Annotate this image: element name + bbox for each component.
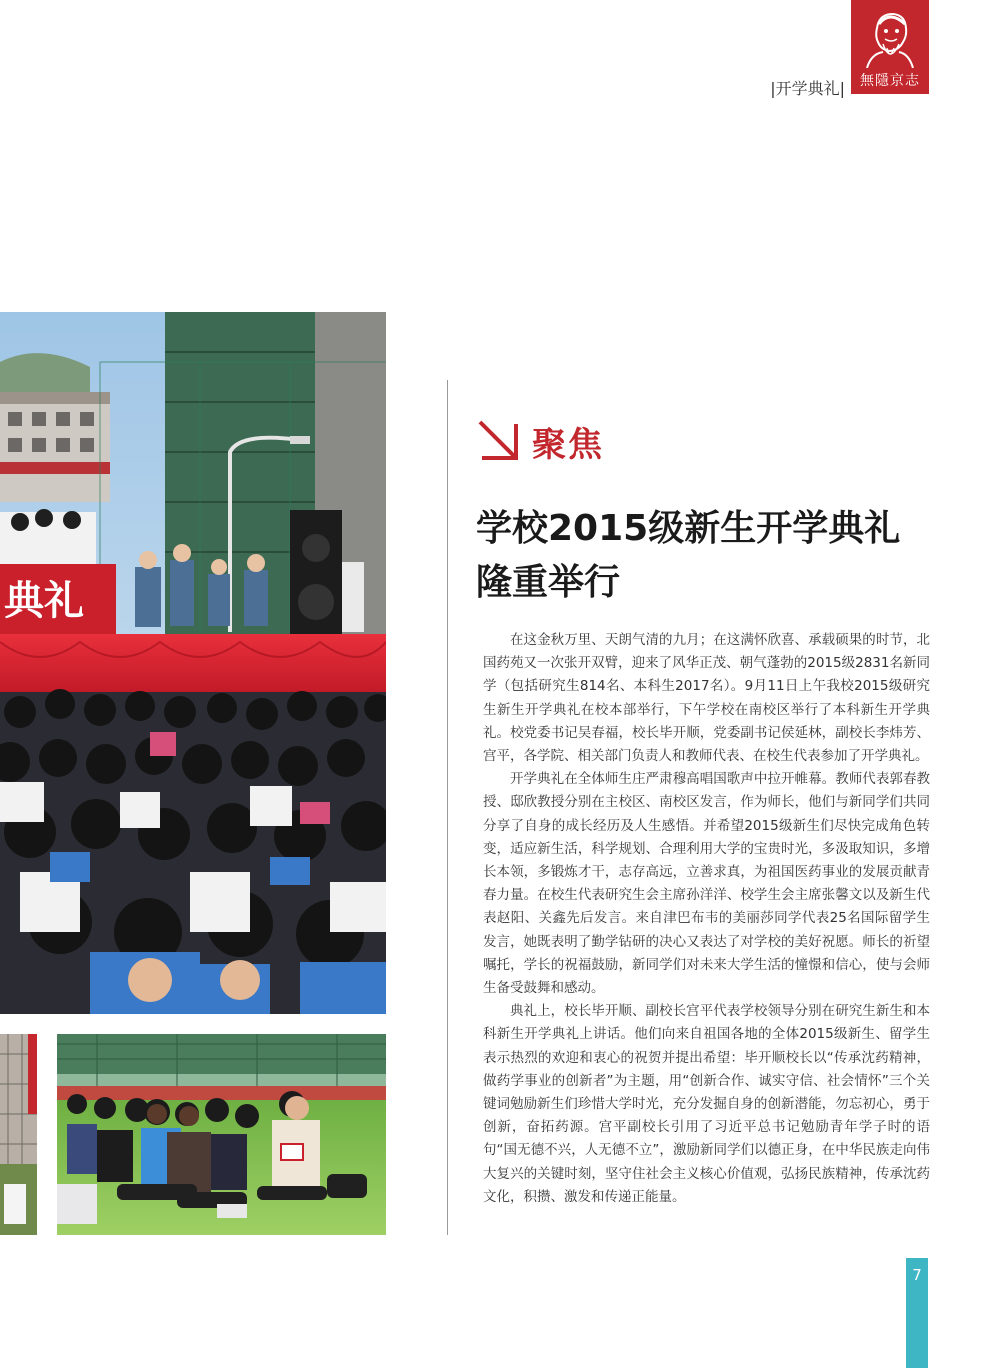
page-number-bar — [906, 1258, 928, 1368]
article-title — [476, 502, 946, 610]
campus-sideline-photo — [0, 1034, 37, 1235]
page-number: 7 — [912, 1266, 922, 1284]
scholar-portrait-icon — [859, 6, 921, 68]
international-students-photo — [57, 1034, 386, 1235]
article-paragraph: 在这金秋万里、天朗气清的九月；在这满怀欣喜、承载硕果的时节，北国药苑又一次张开双臂，迎来了风华正茂、朝气蓬勃的2015级2831名新同学（包括研究生814名、本科生2017名）。9月11日上午我校2015级研究生新生开学典礼在校本部举行，下午学校在南校区举行了本科新生开学典礼。校党委书记吴春福，校长毕开顺，党委副书记侯延林，副校长李炜芳、宫平，各学院、相关部门负责人和教师代表、在校生代表参加了开学典礼。 — [483, 632, 930, 765]
stage-banner-text: 典礼 — [4, 578, 84, 624]
arrow-down-right-icon — [476, 418, 522, 464]
ceremony-stage-photo — [0, 312, 386, 1014]
article-paragraph: 开学典礼在全体师生庄严肃穆高唱国歌声中拉开帷幕。教师代表郭春教授、邸欣教授分别在主校区、南校区发言，作为师长，他们与新同学们共同分享了自身的成长经历及人生感悟。并希望2015级新生们尽快完成角色转变，适应新生活，科学规划、合理利用大学的宝贵时光，多汲取知识，多增长本领，多锻炼才干，志存高远，立善求真，为祖国医药事业的发展贡献青春力量。在校生代表研究生会主席孙洋洋、校学生会主席张馨文以及新生代表赵阳、关鑫先后发言。来自津巴布韦的美丽莎同学代表25名国际留学生发言，她既表明了勤学钻研的决心又表达了对学校的美好祝愿。师长的祈望嘱托，学长的祝福鼓励，新同学们对未来大学生活的憧憬和信心，使与会师生备受鼓舞和感动。 — [483, 771, 930, 997]
article-title-line1: 学校2015级新生开学典礼 — [476, 508, 901, 549]
article-paragraph: 典礼上，校长毕开顺、副校长宫平代表学校领导分别在研究生新生和本科新生开学典礼上讲话。他们向来自祖国各地的全体2015级新生、留学生表示热烈的欢迎和衷心的祝贺并提出希望：毕开顺校长以“传承沈药精神，做药学事业的创新者”为主题，用“创新合作、诚实守信、社会情怀”三个关键词勉励新生们珍惜大学时光，充分发掘自身的创新潜能，勿忘初心，勇于创新，奋拓药源。宫平副校长引用了习近平总书记勉励青年学子时的语句“国无德不兴，人无德不立”，激励新同学们以德正身，在中华民族走向伟大复兴的关键时刻，坚守住社会主义核心价值观，弘扬民族精神，传承沈药文化，积攒、激发和传递正能量。 — [483, 1003, 930, 1205]
logo-text: 無隱京志 — [860, 73, 920, 89]
focus-tag — [476, 416, 604, 466]
column-divider — [447, 380, 448, 1235]
article-body — [483, 629, 930, 1209]
article-title-line2: 隆重举行 — [476, 562, 621, 603]
magazine-logo — [851, 0, 929, 94]
focus-label: 聚焦 — [532, 424, 604, 465]
section-label: |开学典礼| — [770, 79, 845, 98]
